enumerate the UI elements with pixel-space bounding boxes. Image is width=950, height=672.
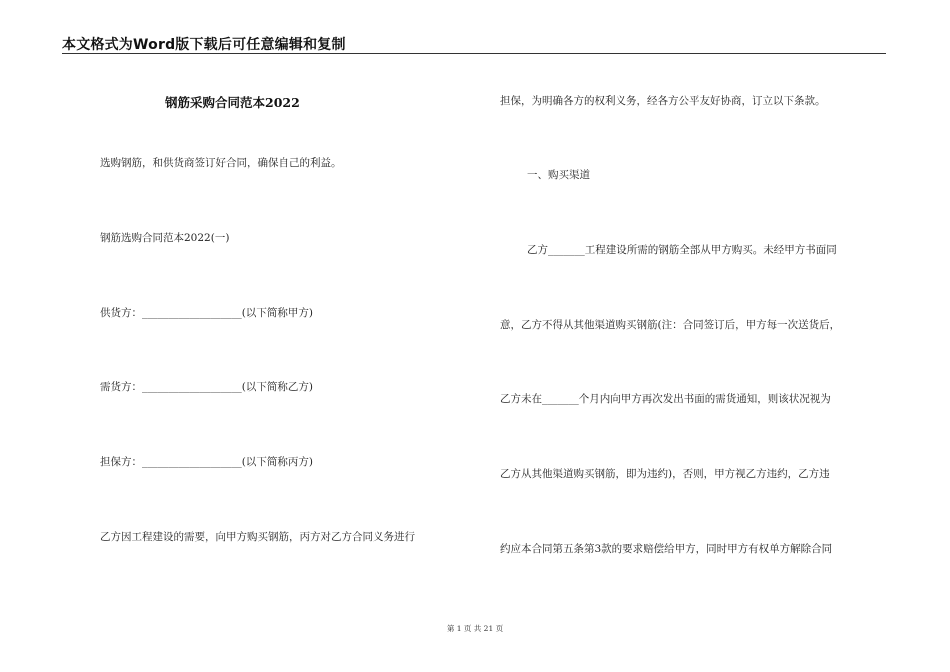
- header-banner: 本文格式为Word版下载后可任意编辑和复制: [62, 37, 346, 53]
- clause-line-4: 乙方从其他渠道购买钢筋，即为违约)，否则，甲方视乙方违约，乙方违: [500, 468, 830, 480]
- paragraph-intro: 选购钢筋，和供货商签订好合同，确保自己的利益。: [100, 157, 342, 169]
- clause-line-5: 约应本合同第五条第3款的要求赔偿给甲方，同时甲方有权单方解除合同: [500, 543, 833, 555]
- section-heading-purchase-channel: 一、购买渠道: [527, 169, 590, 181]
- clause-line-2: 意，乙方不得从其他渠道购买钢筋(注：合同签订后，甲方每一次送货后，: [500, 319, 841, 331]
- header-divider: [62, 53, 886, 54]
- buyer-line: 需货方：___________________(以下简称乙方): [100, 381, 313, 393]
- guarantor-line: 担保方：___________________(以下简称丙方): [100, 456, 313, 468]
- paragraph-preamble: 乙方因工程建设的需要，向甲方购买钢筋，丙方对乙方合同义务进行: [100, 531, 415, 543]
- supplier-line: 供货方：___________________(以下简称甲方): [100, 307, 313, 319]
- page-number: 第 1 页 共 21 页: [446, 624, 504, 633]
- document-title: 钢筋采购合同范本2022: [165, 95, 300, 110]
- paragraph-subtitle: 钢筋选购合同范本2022(一): [100, 232, 230, 244]
- paragraph-preamble-continued: 担保，为明确各方的权利义务，经各方公平友好协商，订立以下条款。: [500, 95, 826, 107]
- clause-line-1: 乙方_______工程建设所需的钢筋全部从甲方购买。未经甲方书面同: [527, 244, 837, 256]
- clause-line-3: 乙方未在_______个月内向甲方再次发出书面的需货通知，则该状况视为: [500, 393, 831, 405]
